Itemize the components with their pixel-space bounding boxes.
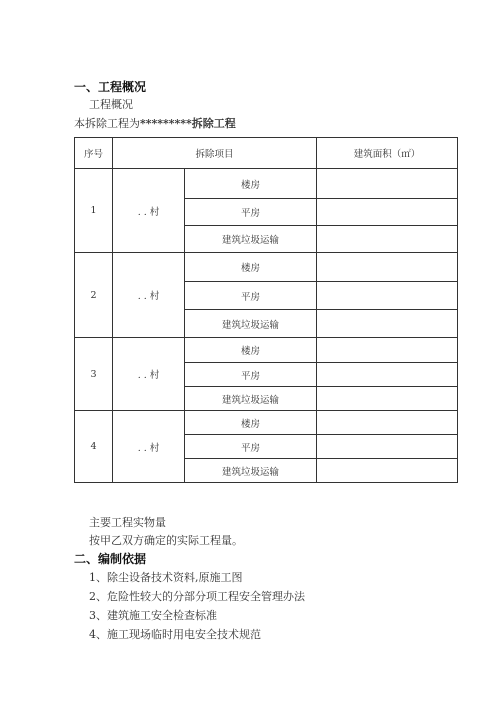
area-cell [317,169,458,199]
table-row [75,411,458,435]
project-name: *********拆除工程 [140,117,236,130]
item-cell: 楼房 [185,411,317,435]
demolition-table [74,137,458,483]
item-cell: 平房 [185,199,317,226]
item-cell: 建筑垃圾运输 [185,226,317,253]
table-header-row [75,138,458,169]
area-cell [317,253,458,282]
basis-item: 4、施工现场临时用电安全技术规范 [89,628,261,641]
area-cell [317,387,458,411]
area-cell [317,435,458,459]
item-cell: 平房 [185,282,317,310]
basis-item: 1、除尘设备技术资料,原施工图 [89,571,243,584]
item-cell: 建筑垃圾运输 [185,459,317,483]
header-building-area: 建筑面积（㎡） [317,138,458,169]
item-cell: 建筑垃圾运输 [185,387,317,411]
area-cell [317,226,458,253]
row-number: 3 [75,338,113,411]
village-name: . . 村 [113,253,185,338]
area-cell [317,199,458,226]
row-number: 4 [75,411,113,483]
header-demolition-item: 拆除项目 [113,138,317,169]
basis-item: 3、建筑施工安全检查标准 [89,609,217,622]
project-intro [74,115,236,131]
header-number: 序号 [75,138,113,169]
area-cell [317,459,458,483]
project-intro-prefix: 本拆除工程为 [74,117,140,130]
item-cell: 建筑垃圾运输 [185,310,317,338]
item-cell: 楼房 [185,253,317,282]
item-cell: 平房 [185,363,317,387]
item-cell: 平房 [185,435,317,459]
basis-item: 2、危险性较大的分部分项工程安全管理办法 [89,590,305,603]
village-name: . . 村 [113,411,185,483]
row-number: 1 [75,169,113,253]
section-1-subheading: 工程概况 [89,98,133,111]
area-cell [317,338,458,363]
village-name: . . 村 [113,338,185,411]
quantity-confirm-text: 按甲乙双方确定的实际工程量。 [89,534,243,547]
item-cell: 楼房 [185,338,317,363]
area-cell [317,310,458,338]
village-name: . . 村 [113,169,185,253]
table-row [75,169,458,199]
area-cell [317,282,458,310]
item-cell: 楼房 [185,169,317,199]
section-1-heading: 一、工程概况 [74,80,147,94]
main-quantity-label: 主要工程实物量 [89,516,166,529]
table-row [75,338,458,363]
row-number: 2 [75,253,113,338]
table-row [75,253,458,282]
area-cell [317,411,458,435]
area-cell [317,363,458,387]
section-2-heading: 二、编制依据 [74,552,147,566]
